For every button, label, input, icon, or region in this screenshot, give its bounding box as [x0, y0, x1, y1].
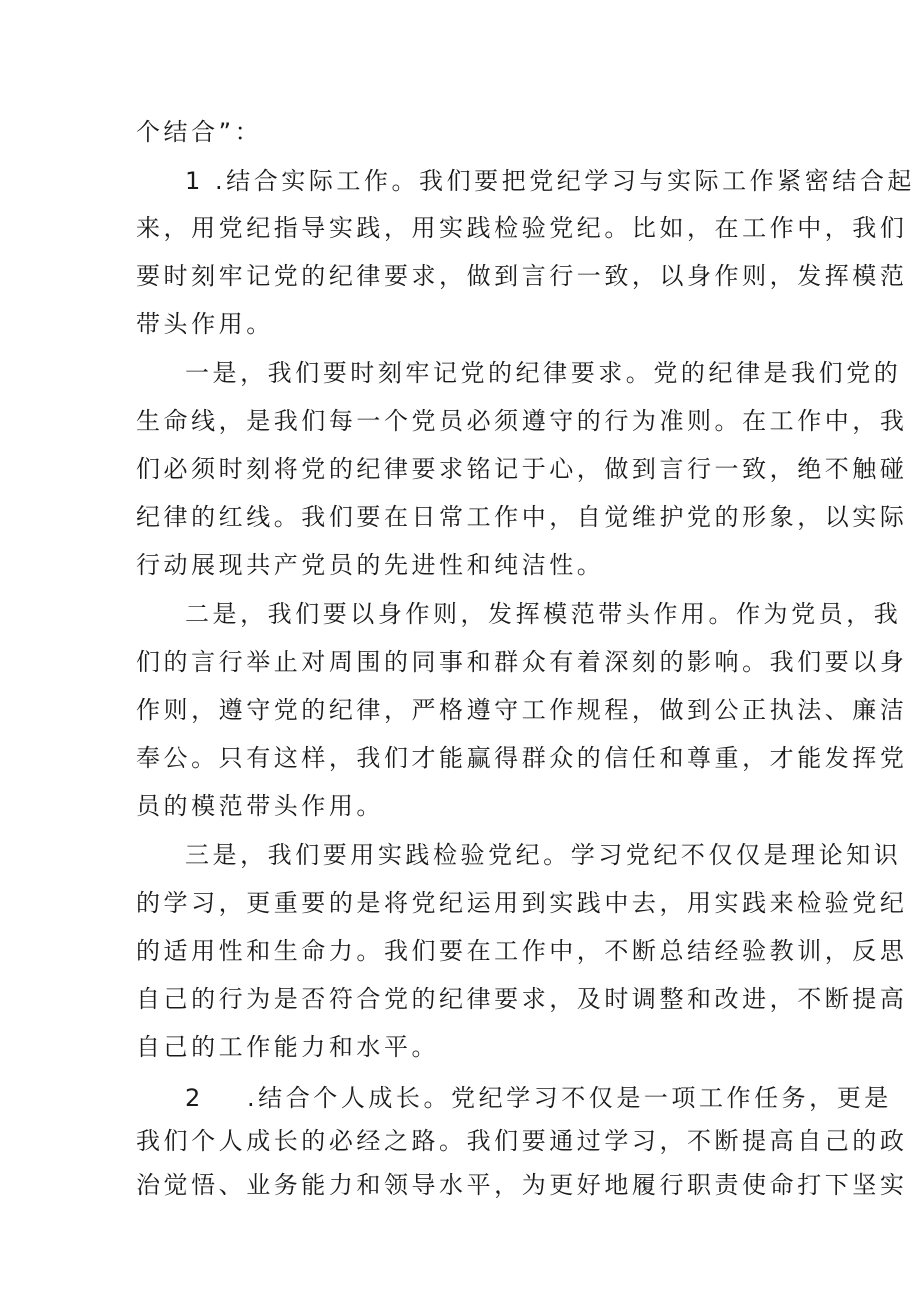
- text-line: 员的模范带头作用。: [136, 792, 384, 820]
- text-line: 的适用性和生命力。我们要在工作中，不断总结经验教训，反思: [136, 937, 908, 965]
- text-line: 作则，遵守党的纪律，严格遵守工作规程，做到公正执法、廉洁: [136, 696, 908, 724]
- list-number: 2: [185, 1084, 204, 1112]
- text-line: 来，用党纪指导实践，用实践检验党纪。比如，在工作中，我们: [136, 214, 908, 242]
- text-line: 生命线，是我们每一个党员必须遵守的行为准则。在工作中，我: [136, 407, 908, 435]
- text-line: 行动展现共产党员的先进性和纯洁性。: [136, 551, 605, 579]
- text-line: 的学习，更重要的是将党纪运用到实践中去，用实践来检验党纪: [136, 889, 908, 917]
- text-line: 1 .结合实际工作。我们要把党纪学习与实际工作紧密结合起: [185, 167, 915, 195]
- text-line: 三是，我们要用实践检验党纪。学习党纪不仅仅是理论知识: [185, 841, 902, 869]
- text-line: 个结合”：: [136, 118, 263, 146]
- text-line: 自己的工作能力和水平。: [136, 1033, 440, 1061]
- text-line: 治觉悟、业务能力和领导水平，为更好地履行职责使命打下坚实: [136, 1171, 908, 1199]
- text-line: 自己的行为是否符合党的纪律要求，及时调整和改进，不断提高: [136, 985, 908, 1013]
- text-line: 奉公。只有这样，我们才能赢得群众的信任和尊重，才能发挥党: [136, 744, 908, 772]
- text-line: 二是，我们要以身作则，发挥模范带头作用。作为党员，我: [185, 600, 902, 628]
- text-line: 们必须时刻将党的纪律要求铭记于心，做到言行一致，绝不触碰: [136, 455, 908, 483]
- text-line: 纪律的红线。我们要在日常工作中，自觉维护党的形象，以实际: [136, 503, 908, 531]
- text-line: [185, 1083, 892, 1113]
- text-line: 带头作用。: [136, 310, 274, 338]
- text-line: 要时刻牢记党的纪律要求，做到言行一致，以身作则，发挥模范: [136, 262, 908, 290]
- text-line: 们的言行举止对周围的同事和群众有着深刻的影响。我们要以身: [136, 648, 908, 676]
- text-line: 一是，我们要时刻牢记党的纪律要求。党的纪律是我们党的: [185, 359, 902, 387]
- list-text: .结合个人成长。党纪学习不仅是一项工作任务，更是: [247, 1084, 892, 1112]
- text-line: 我们个人成长的必经之路。我们要通过学习，不断提高自己的政: [136, 1127, 908, 1155]
